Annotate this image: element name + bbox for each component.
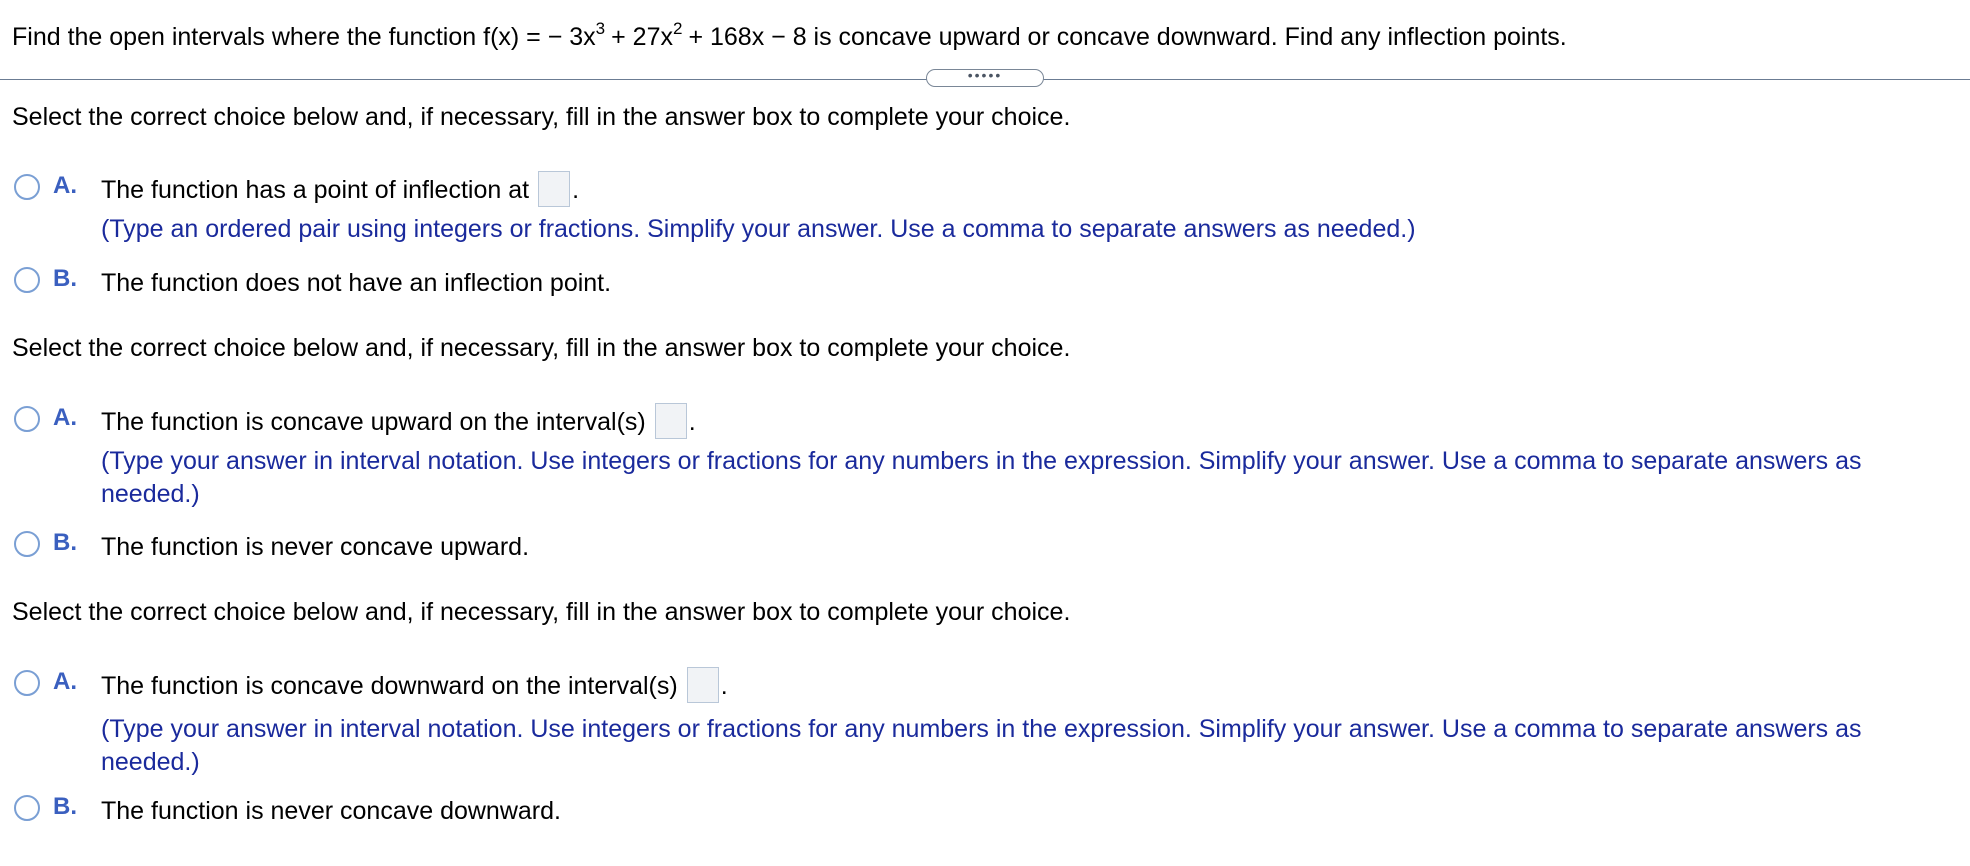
expand-handle-button[interactable]: ••••• bbox=[926, 69, 1044, 87]
exponent-2: 2 bbox=[672, 18, 683, 38]
instruction-part-2: Select the correct choice below and, if necessary, fill in the answer box to complete your choice. bbox=[12, 334, 1071, 362]
choice-letter: B. bbox=[53, 265, 77, 292]
radio-button-1a[interactable] bbox=[14, 174, 40, 200]
choice-text bbox=[101, 173, 579, 209]
choice-text bbox=[101, 669, 728, 705]
radio-button-2b[interactable] bbox=[14, 531, 40, 557]
hint-text: (Type an ordered pair using integers or fractions. Simplify your answer. Use a comma to separate answers as needed.) bbox=[101, 215, 1416, 243]
radio-button-3b[interactable] bbox=[14, 795, 40, 821]
choice-label: The function is concave upward on the interval(s) bbox=[101, 408, 646, 436]
radio-button-1b[interactable] bbox=[14, 267, 40, 293]
choice-text bbox=[101, 405, 696, 441]
question-suffix: + 168x − 8 is concave upward or concave downward. Find any inflection points. bbox=[688, 23, 1567, 51]
answer-box-inflection-point[interactable] bbox=[538, 171, 570, 207]
choice-letter: B. bbox=[53, 529, 77, 556]
choice-text: The function is never concave upward. bbox=[101, 533, 530, 561]
choice-label: The function is concave downward on the interval(s) bbox=[101, 672, 678, 700]
choice-period: . bbox=[572, 176, 580, 204]
answer-box-concave-upward[interactable] bbox=[655, 403, 687, 439]
question-text bbox=[12, 20, 1567, 54]
choice-text: The function does not have an inflection point. bbox=[101, 269, 612, 297]
answer-box-concave-downward[interactable] bbox=[687, 667, 719, 703]
radio-button-2a[interactable] bbox=[14, 406, 40, 432]
choice-letter: B. bbox=[53, 793, 77, 820]
choice-label: The function has a point of inflection at bbox=[101, 176, 530, 204]
choice-text: The function is never concave downward. bbox=[101, 797, 561, 825]
instruction-part-3: Select the correct choice below and, if necessary, fill in the answer box to complete your choice. bbox=[12, 598, 1071, 626]
question-middle: + 27x bbox=[611, 23, 673, 51]
exponent-3: 3 bbox=[595, 18, 606, 38]
hint-text: (Type your answer in interval notation. Use integers or fractions for any numbers in the expression. Simplify your answer. Use a comma to separate answers as needed.) bbox=[101, 715, 1862, 776]
question-prefix: Find the open intervals where the function f(x) = − 3x bbox=[12, 23, 596, 51]
choice-letter: A. bbox=[53, 172, 77, 199]
instruction-part-1: Select the correct choice below and, if necessary, fill in the answer box to complete your choice. bbox=[12, 103, 1071, 131]
choice-letter: A. bbox=[53, 668, 77, 695]
hint-text: (Type your answer in interval notation. Use integers or fractions for any numbers in the expression. Simplify your answer. Use a comma to separate answers as needed.) bbox=[101, 447, 1862, 508]
choice-period: . bbox=[688, 408, 696, 436]
choice-period: . bbox=[720, 672, 728, 700]
radio-button-3a[interactable] bbox=[14, 670, 40, 696]
choice-letter: A. bbox=[53, 404, 77, 431]
